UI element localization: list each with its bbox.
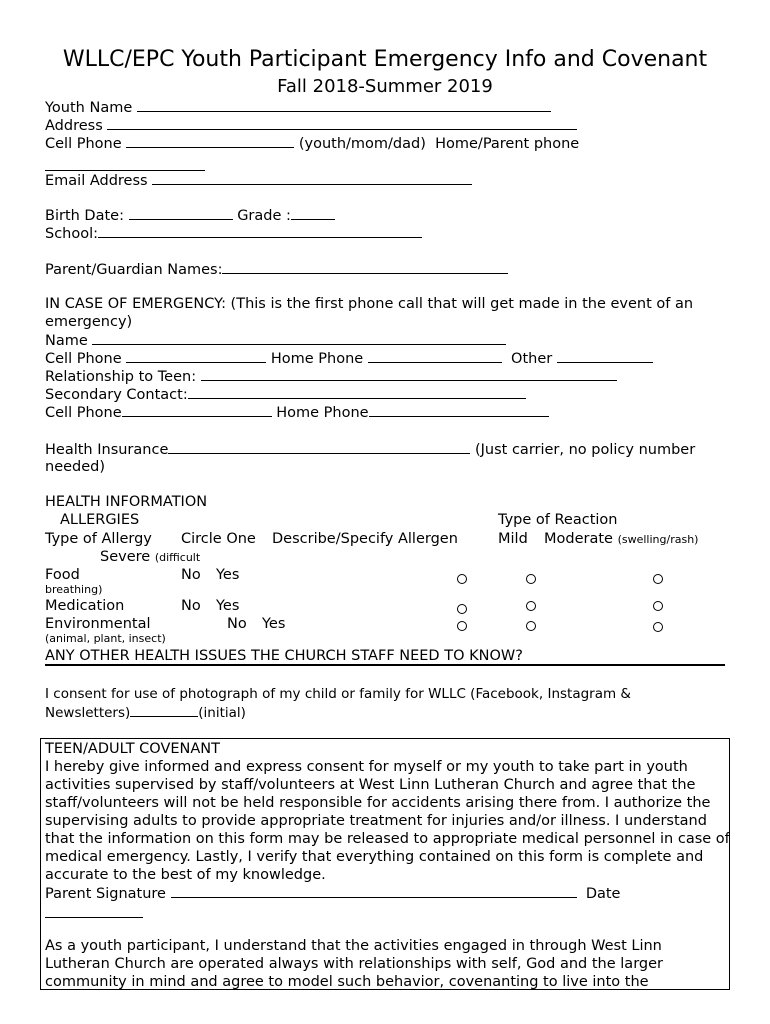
emergency-heading-cont: emergency) (45, 314, 133, 330)
birth-date-field[interactable] (129, 206, 233, 220)
parent-names-field[interactable] (222, 260, 508, 274)
youth-covenant-body: As a youth participant, I understand that the activities engaged in through West Linn Lutheran Church are operated always with relationships with self, God and the larger community in mind and agree to model such behavior, covenanting to live into the (45, 938, 663, 990)
insurance-note: (Just carrier, no policy number (474, 442, 696, 458)
parent-signature-label: Parent Signature (45, 886, 166, 902)
col-severe (100, 548, 200, 567)
school-field[interactable] (98, 224, 422, 238)
col-mild: Mild (498, 531, 528, 547)
secondary-home-field[interactable] (369, 403, 549, 417)
insurance-label: Health Insurance (45, 442, 169, 458)
col-severe-note-cont: breathing) (45, 583, 103, 596)
emergency-name-field[interactable] (92, 331, 506, 345)
secondary-phones-row (45, 403, 549, 422)
food-severe-radio[interactable] (457, 574, 467, 584)
photo-consent-line1: I consent for use of photograph of my child or family for WLLC (Facebook, Instagram & (45, 686, 631, 702)
youth-name-label: Youth Name (45, 100, 133, 116)
covenant-heading: TEEN/ADULT COVENANT (45, 741, 220, 757)
medication-mild-radio[interactable] (526, 601, 536, 611)
birth-date-label: Birth Date: (45, 208, 124, 224)
relationship-row (45, 367, 617, 386)
signature-row (45, 884, 620, 903)
health-heading: HEALTH INFORMATION (45, 494, 208, 510)
environmental-no-option[interactable]: No (227, 616, 247, 632)
col-circle-one: Circle One (181, 531, 256, 547)
parent-names-row (45, 260, 508, 279)
school-label: School: (45, 226, 99, 242)
emergency-phones-row (45, 349, 653, 368)
medication-yes-option[interactable]: Yes (216, 598, 240, 614)
grade-field[interactable] (291, 206, 335, 220)
school-row (45, 224, 422, 243)
page-subtitle: Fall 2018-Summer 2019 (277, 76, 493, 97)
secondary-cell-field[interactable] (122, 403, 272, 417)
food-moderate-radio[interactable] (653, 574, 663, 584)
photo-consent-initial-field[interactable] (130, 703, 198, 717)
secondary-cell-label: Cell Phone (45, 405, 122, 421)
secondary-contact-field[interactable] (188, 385, 526, 399)
other-health-issues: ANY OTHER HEALTH ISSUES THE CHURCH STAFF NEED TO KNOW? (45, 648, 523, 664)
address-label: Address (45, 118, 103, 134)
email-field[interactable] (152, 171, 472, 185)
cell-phone-label: Cell Phone (45, 136, 122, 152)
youth-name-field[interactable] (137, 98, 551, 112)
col-severe-label: Severe (100, 549, 151, 565)
covenant-body: I hereby give informed and express consent for myself or my youth to take part in youth activities supervised by staff/volunteers at West Linn Lutheran Church and agree that the staff/volunteers will not be held responsible for accidents arising there from. I authorize the supervising adults to provide appropriate treatment for injuries and/or illness. I understand that the information on this form may be released to appropriate medical personnel in case of medical emergency. Lastly, I verify that everything contained on this form is complete and accurate to the best of my knowledge. (45, 759, 730, 883)
parent-names-label: Parent/Guardian Names: (45, 262, 223, 278)
page-title: WLLC/EPC Youth Participant Emergency Info and Covenant (62, 47, 708, 72)
environmental-severe-radio[interactable] (457, 621, 467, 631)
emergency-other-label: Other (511, 351, 553, 367)
address-row (45, 116, 577, 135)
col-severe-note: (difficult (154, 551, 201, 564)
medication-no-option[interactable]: No (181, 598, 201, 614)
secondary-contact-label: Secondary Contact: (45, 387, 188, 403)
insurance-row (45, 440, 695, 459)
photo-consent-line2 (45, 703, 246, 722)
col-moderate (544, 530, 698, 549)
photo-consent-initial-label: (initial) (198, 705, 246, 721)
type-of-reaction-heading: Type of Reaction (498, 512, 618, 528)
allergy-type-environmental: Environmental (45, 616, 151, 632)
date-label: Date (585, 886, 621, 902)
emergency-home-label: Home Phone (270, 351, 364, 367)
grade-label: Grade : (237, 208, 291, 224)
emergency-cell-label: Cell Phone (45, 351, 122, 367)
address-field[interactable] (107, 116, 577, 130)
cell-phone-field[interactable] (126, 134, 294, 148)
medication-moderate-radio[interactable] (653, 601, 663, 611)
insurance-field[interactable] (168, 440, 470, 454)
parent-signature-field[interactable] (171, 884, 577, 898)
allergy-type-medication: Medication (45, 598, 125, 614)
relationship-label: Relationship to Teen: (45, 369, 197, 385)
emergency-name-label: Name (45, 333, 88, 349)
environmental-yes-option[interactable]: Yes (262, 616, 286, 632)
col-type-of-allergy: Type of Allergy (45, 531, 152, 547)
food-no-option[interactable]: No (181, 567, 201, 583)
youth-name-row (45, 98, 551, 117)
relationship-field[interactable] (201, 367, 617, 381)
emergency-heading: IN CASE OF EMERGENCY: (This is the first phone call that will get made in the event of an (45, 296, 694, 312)
col-moderate-label: Moderate (544, 531, 613, 547)
emergency-other-field[interactable] (557, 349, 653, 363)
insurance-note-cont: needed) (45, 459, 106, 475)
environmental-mild-radio[interactable] (526, 621, 536, 631)
home-parent-phone-label: Home/Parent phone (435, 136, 580, 152)
col-describe-allergen: Describe/Specify Allergen (272, 531, 458, 547)
cell-phone-note: (youth/mom/dad) (298, 136, 426, 152)
emergency-name-row (45, 331, 506, 350)
emergency-home-field[interactable] (368, 349, 502, 363)
allergy-type-food: Food (45, 567, 80, 583)
food-mild-radio[interactable] (526, 574, 536, 584)
cell-phone-row (45, 134, 579, 153)
birth-grade-row (45, 206, 335, 225)
email-label: Email Address (45, 173, 148, 189)
environmental-moderate-radio[interactable] (653, 622, 663, 632)
section-divider (45, 664, 725, 666)
emergency-cell-field[interactable] (126, 349, 266, 363)
environmental-note: (animal, plant, insect) (45, 632, 166, 645)
medication-severe-radio[interactable] (457, 604, 467, 614)
secondary-contact-row (45, 385, 526, 404)
secondary-home-label: Home Phone (276, 405, 369, 421)
col-moderate-note: (swelling/rash) (617, 533, 699, 546)
photo-consent-newsletters: Newsletters) (45, 705, 131, 721)
date-field[interactable] (45, 917, 143, 918)
allergies-heading: ALLERGIES (60, 512, 140, 528)
food-yes-option[interactable]: Yes (216, 567, 240, 583)
email-row (45, 171, 472, 190)
